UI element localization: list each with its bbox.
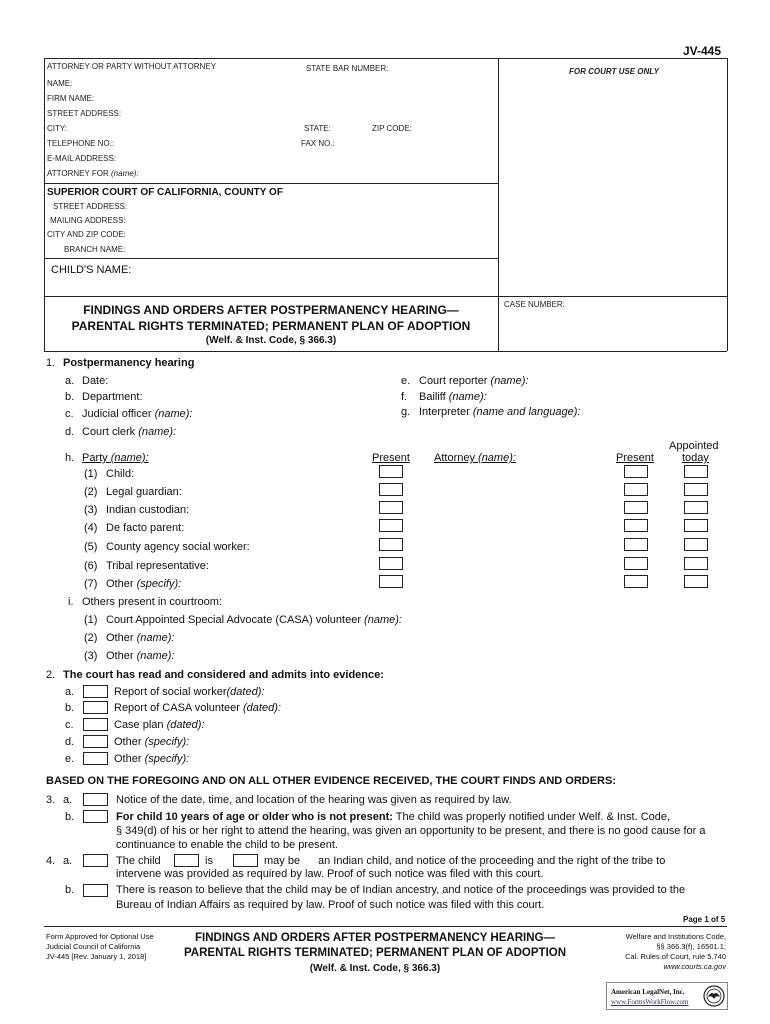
zip-field[interactable]: ZIP CODE: bbox=[372, 124, 412, 133]
state-field[interactable]: STATE: bbox=[304, 124, 331, 133]
party-label[interactable]: County agency social worker: bbox=[106, 541, 250, 553]
section-3-number: 3. bbox=[46, 794, 56, 806]
form-title-line3: (Welf. & Inst. Code, § 366.3) bbox=[205, 335, 337, 346]
attorney-present-checkbox[interactable] bbox=[624, 465, 648, 478]
mailing-field[interactable]: MAILING ADDRESS: bbox=[50, 216, 126, 225]
section-1-number: 1. bbox=[46, 357, 56, 369]
appointed-column-heading: Appointed bbox=[669, 440, 719, 452]
other-present-field[interactable]: Court Appointed Special Advocate (CASA) volunteer (name): bbox=[106, 614, 402, 626]
party-label[interactable]: Child: bbox=[106, 468, 135, 480]
eagle-seal-icon bbox=[703, 985, 725, 1007]
approval-line3: JV-445 [Rev. January 1, 2018] bbox=[46, 952, 147, 961]
others-present-label: Others present in courtroom: bbox=[82, 596, 223, 608]
section-2-title: The court has read and considered and admits into evidence: bbox=[63, 669, 384, 681]
notice-given-text: Notice of the date, time, and location of the hearing was given as required by law. bbox=[116, 794, 512, 806]
attorney-appointed-checkbox[interactable] bbox=[684, 538, 708, 551]
attorney-present-column-heading: Present bbox=[616, 452, 654, 464]
city-field[interactable]: CITY: bbox=[47, 124, 68, 133]
attorney-for-field[interactable]: ATTORNEY FOR (name): bbox=[47, 169, 139, 178]
court-reporter-field[interactable]: Court reporter (name): bbox=[419, 375, 529, 387]
evidence-checkbox[interactable] bbox=[83, 752, 108, 765]
evidence-checkbox[interactable] bbox=[83, 735, 108, 748]
approval-line1: Form Approved for Optional Use bbox=[46, 932, 154, 941]
other-present-field[interactable]: Other (name): bbox=[106, 632, 175, 644]
footer-title-line1: FINDINGS AND ORDERS AFTER POSTPERMANENCY HEARING— bbox=[195, 932, 555, 944]
child-notified-text: For child 10 years of age or older who is not present: The child was properly notified under Welf. & Inst. Code, bbox=[116, 811, 671, 823]
city-zip-field[interactable]: CITY AND ZIP CODE: bbox=[47, 230, 126, 239]
footer-title-line2: PARENTAL RIGHTS TERMINATED; PERMANENT PLAN OF ADOPTION bbox=[183, 947, 567, 959]
judicial-officer-field[interactable]: Judicial officer (name): bbox=[82, 408, 193, 420]
party-present-checkbox[interactable] bbox=[379, 575, 403, 588]
attorney-present-checkbox[interactable] bbox=[624, 575, 648, 588]
evidence-label: Case plan (dated): bbox=[114, 719, 205, 731]
evidence-label: Other (specify): bbox=[114, 736, 190, 748]
street-field[interactable]: STREET ADDRESS: bbox=[47, 109, 122, 118]
attorney-appointed-checkbox[interactable] bbox=[684, 483, 708, 496]
state-bar-label: STATE BAR NUMBER: bbox=[306, 64, 389, 73]
present-column-heading: Present bbox=[372, 452, 410, 464]
attorney-present-checkbox[interactable] bbox=[624, 557, 648, 570]
attorney-present-checkbox[interactable] bbox=[624, 483, 648, 496]
court-title: SUPERIOR COURT OF CALIFORNIA, COUNTY OF bbox=[47, 187, 283, 198]
evidence-checkbox[interactable] bbox=[83, 718, 108, 731]
formsworkflow-link[interactable]: www.FormsWorkFlow.com bbox=[611, 998, 689, 1006]
party-label[interactable]: De facto parent: bbox=[106, 522, 185, 534]
party-present-checkbox[interactable] bbox=[379, 465, 403, 478]
party-present-checkbox[interactable] bbox=[379, 538, 403, 551]
date-field[interactable]: Date: bbox=[82, 375, 109, 387]
courts-website-link[interactable]: www.courts.ca.gov bbox=[663, 962, 726, 971]
page-number: Page 1 of 5 bbox=[683, 915, 726, 924]
legalnet-logo: American LegalNet, Inc. www.FormsWorkFlow.com bbox=[606, 982, 728, 1010]
party-present-checkbox[interactable] bbox=[379, 557, 403, 570]
evidence-checkbox[interactable] bbox=[83, 685, 108, 698]
evidence-label: Report of CASA volunteer (dated): bbox=[114, 702, 281, 714]
interpreter-field[interactable]: Interpreter (name and language): bbox=[419, 406, 581, 418]
bailiff-field[interactable]: Bailiff (name): bbox=[419, 391, 487, 403]
court-use-label: FOR COURT USE ONLY bbox=[569, 67, 659, 76]
is-indian-checkbox[interactable] bbox=[174, 854, 199, 867]
evidence-label: Report of social worker(dated): bbox=[114, 686, 265, 698]
may-be-indian-checkbox[interactable] bbox=[233, 854, 258, 867]
attorney-present-checkbox[interactable] bbox=[624, 501, 648, 514]
party-present-checkbox[interactable] bbox=[379, 483, 403, 496]
indian-ancestry-checkbox[interactable] bbox=[83, 884, 108, 897]
attorney-appointed-checkbox[interactable] bbox=[684, 557, 708, 570]
attorney-appointed-checkbox[interactable] bbox=[684, 501, 708, 514]
notice-given-checkbox[interactable] bbox=[83, 793, 108, 806]
attorney-appointed-checkbox[interactable] bbox=[684, 465, 708, 478]
indian-child-checkbox[interactable] bbox=[83, 854, 108, 867]
evidence-label: Other (specify): bbox=[114, 753, 190, 765]
party-label[interactable]: Tribal representative: bbox=[106, 560, 209, 572]
department-field[interactable]: Department: bbox=[82, 391, 143, 403]
telephone-field[interactable]: TELEPHONE NO.: bbox=[47, 139, 115, 148]
evidence-checkbox[interactable] bbox=[83, 701, 108, 714]
party-label[interactable]: Indian custodian: bbox=[106, 504, 190, 516]
email-field[interactable]: E-MAIL ADDRESS: bbox=[47, 154, 117, 163]
form-id: JV-445 bbox=[683, 44, 722, 58]
attorney-appointed-checkbox[interactable] bbox=[684, 519, 708, 532]
firm-field[interactable]: FIRM NAME: bbox=[47, 94, 95, 103]
party-present-checkbox[interactable] bbox=[379, 519, 403, 532]
attorney-label: ATTORNEY OR PARTY WITHOUT ATTORNEY bbox=[47, 62, 216, 71]
form-title-line1: FINDINGS AND ORDERS AFTER POSTPERMANENCY HEARING— bbox=[83, 303, 459, 317]
fax-field[interactable]: FAX NO.: bbox=[301, 139, 335, 148]
party-label[interactable]: Other (specify): bbox=[106, 578, 182, 590]
child-name-field[interactable]: CHILD'S NAME: bbox=[51, 264, 132, 276]
section-2-number: 2. bbox=[46, 669, 56, 681]
case-number-field[interactable]: CASE NUMBER: bbox=[504, 300, 565, 309]
attorney-present-checkbox[interactable] bbox=[624, 538, 648, 551]
branch-field[interactable]: BRANCH NAME: bbox=[64, 245, 126, 254]
footer-title-line3: (Welf. & Inst. Code, § 366.3) bbox=[309, 963, 441, 974]
child-notified-checkbox[interactable] bbox=[83, 810, 108, 823]
findings-heading: BASED ON THE FOREGOING AND ON ALL OTHER EVIDENCE RECEIVED, THE COURT FINDS AND ORDERS: bbox=[46, 775, 616, 787]
name-field[interactable]: NAME: bbox=[47, 79, 73, 88]
party-present-checkbox[interactable] bbox=[379, 501, 403, 514]
today-column-heading: today bbox=[682, 452, 709, 464]
attorney-present-checkbox[interactable] bbox=[624, 519, 648, 532]
header-top-rule bbox=[44, 58, 727, 59]
other-present-field[interactable]: Other (name): bbox=[106, 650, 175, 662]
party-label[interactable]: Legal guardian: bbox=[106, 486, 182, 498]
court-clerk-field[interactable]: Court clerk (name): bbox=[82, 426, 177, 438]
section-4-number: 4. bbox=[46, 855, 56, 867]
party-heading: Party (name): bbox=[82, 452, 149, 464]
attorney-column-heading: Attorney (name): bbox=[434, 452, 516, 464]
court-street-field[interactable]: STREET ADDRESS: bbox=[53, 202, 128, 211]
attorney-appointed-checkbox[interactable] bbox=[684, 575, 708, 588]
section-1-title: Postpermanency hearing bbox=[63, 357, 195, 369]
form-title-line2: PARENTAL RIGHTS TERMINATED; PERMANENT PLAN OF ADOPTION bbox=[71, 319, 471, 333]
approval-line2: Judicial Council of California bbox=[46, 942, 141, 951]
